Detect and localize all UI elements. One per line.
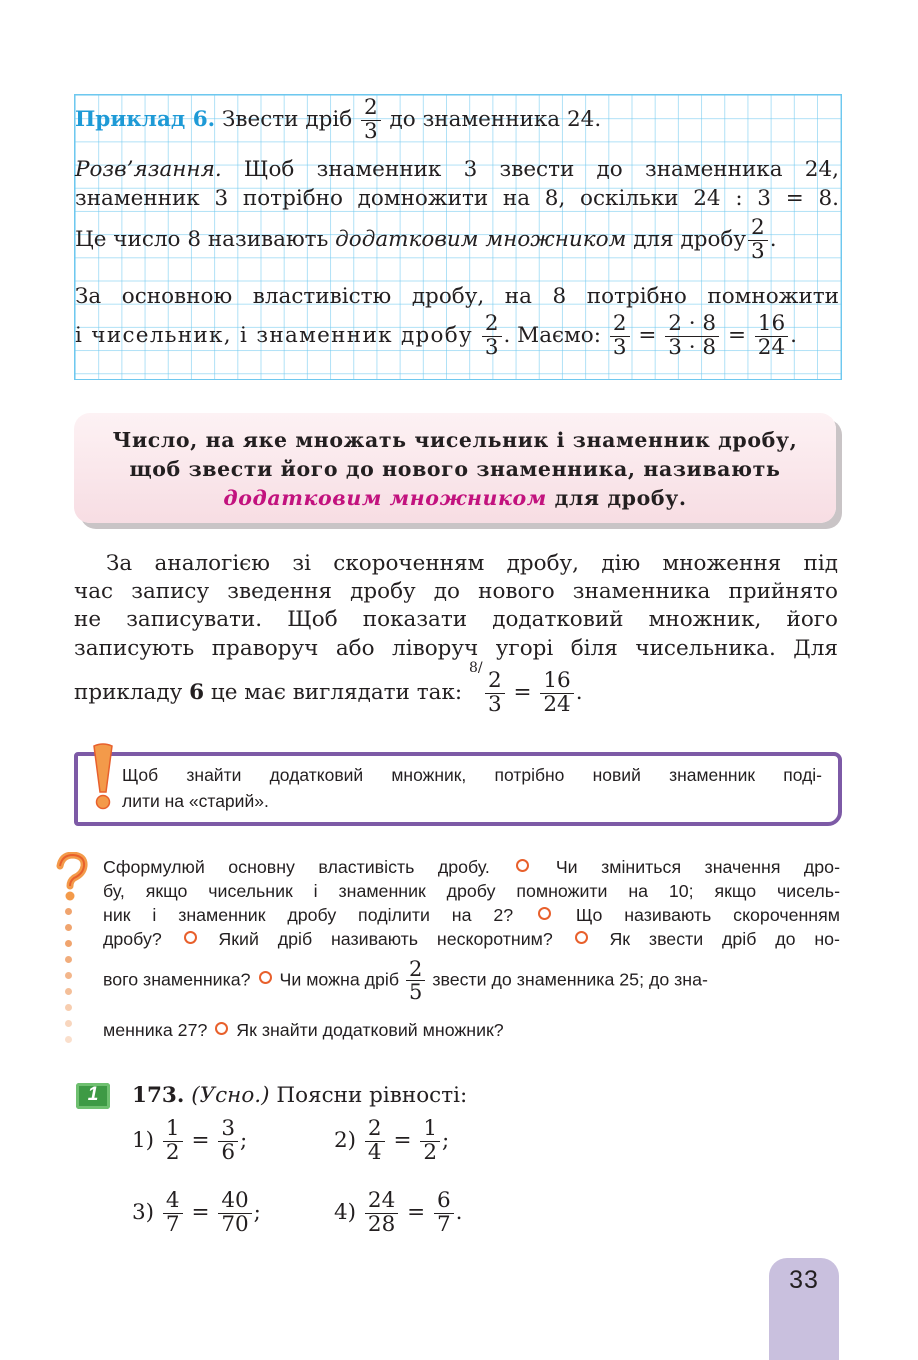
equals-sign: =: [513, 680, 532, 706]
task-fraction: [361, 97, 381, 143]
fraction-numerator: 16: [755, 313, 788, 337]
note-line-1: Щоб знайти додатковий множник, потрібно новий знаменник поді-: [122, 765, 822, 785]
equals-sign: =: [191, 1128, 210, 1154]
solution-text: для дробу: [633, 227, 747, 253]
fraction-denominator: 4: [367, 1139, 382, 1165]
fraction-numerator: 6: [434, 1190, 454, 1214]
fraction-numerator: 40: [218, 1190, 251, 1214]
fraction-denominator: 70: [221, 1211, 249, 1237]
equals-sign: =: [727, 323, 746, 349]
fraction-denominator: 2: [165, 1139, 180, 1165]
solution-text: і чисельник, і знаменник дробу: [75, 323, 473, 349]
exercise-item-3: [132, 1190, 261, 1236]
fraction-b: [420, 1118, 440, 1164]
item-label: 4): [334, 1200, 357, 1226]
fraction-numerator: 16: [540, 670, 573, 694]
fraction-numerator: 2: [482, 313, 502, 337]
rule-box: [74, 413, 836, 523]
fraction-numerator: 24: [365, 1190, 398, 1214]
fraction-denominator: 3: [364, 118, 378, 144]
question-text: Який дріб називають нескоротним?: [218, 929, 553, 949]
question-text: Як знайти додатковий множник?: [236, 1020, 504, 1040]
rule-line-end: для дробу.: [554, 486, 687, 510]
exercise-number: 173.: [132, 1083, 185, 1108]
punctuation: .: [455, 1200, 463, 1226]
equation-fraction-3: [755, 313, 788, 359]
question-text: звести до знаменника 25; до зна-: [432, 969, 708, 990]
fraction-denominator: 7: [436, 1211, 451, 1237]
question-text: менника 27?: [103, 1020, 208, 1040]
question-line-1: [103, 857, 840, 878]
fraction-denominator: 3: [484, 334, 499, 360]
fraction-b: [434, 1190, 454, 1236]
question-text: Сформулюй основну властивість дробу.: [103, 857, 490, 877]
solution-line-5: [75, 313, 797, 359]
question-text: Що називають скороченням: [575, 905, 840, 925]
fraction-denominator: 24: [757, 334, 786, 360]
punctuation: ;: [253, 1200, 261, 1226]
fraction-numerator: 2: [361, 97, 381, 121]
exercise-mode: (Усно.): [191, 1083, 270, 1108]
solution-text: Це число 8 називають: [75, 227, 329, 253]
punctuation: .: [790, 323, 797, 349]
inline-fraction: [748, 217, 768, 263]
exclamation-icon: [86, 742, 120, 816]
decor-dot: [65, 940, 72, 947]
fraction-denominator: 6: [221, 1139, 235, 1165]
question-line-5: [103, 958, 840, 1003]
page-number: 33: [789, 1266, 819, 1294]
rule-term: додатковим множником: [223, 486, 547, 510]
bullet-icon: [184, 931, 197, 944]
level-badge: [76, 1083, 110, 1109]
bullet-icon: [538, 907, 551, 920]
solution-text: . Маємо:: [503, 323, 601, 349]
item-label: 1): [132, 1128, 155, 1154]
decor-dot: [65, 924, 72, 931]
question-fraction: [406, 958, 425, 1003]
equals-sign: =: [393, 1128, 412, 1154]
question-text: дробу?: [103, 929, 162, 949]
term-italic: додатковим множником: [335, 227, 627, 253]
note-text: [122, 762, 822, 814]
question-text: Чи зміниться значення дро-: [555, 857, 840, 877]
rule-line-2: щоб звести його до нового знаменника, називають: [129, 457, 781, 481]
fraction-numerator: 1: [163, 1118, 183, 1142]
example-title: Приклад 6.: [75, 107, 216, 133]
fraction-numerator: 2: [610, 313, 630, 337]
exercise-item-2: [334, 1118, 449, 1164]
question-line-3: [103, 905, 840, 926]
fraction-denominator: 5: [409, 980, 423, 1005]
equals-sign: =: [191, 1200, 210, 1226]
item-label: 3): [132, 1200, 155, 1226]
solution-line-2: знаменник 3 потрібно домножити на 8, оскільки 24 : 3 = 8.: [75, 186, 839, 211]
bullet-icon: [516, 859, 529, 872]
fraction-numerator: 2: [748, 217, 768, 241]
question-text: Як звести дріб до но-: [609, 929, 840, 949]
fraction-a: [365, 1190, 398, 1236]
inline-fraction: [482, 313, 502, 359]
punctuation: .: [575, 680, 583, 706]
paragraph-line-3: не записувати. Щоб показати додатковий множник, його: [74, 607, 838, 632]
fraction-numerator: 2: [365, 1118, 385, 1142]
equals-sign: =: [407, 1200, 426, 1226]
item-label: 2): [334, 1128, 357, 1154]
equals-sign: =: [638, 323, 657, 349]
fraction-original: [485, 670, 505, 716]
fraction-result: [540, 670, 573, 716]
bullet-icon: [215, 1022, 228, 1035]
note-line-2: лити на «старий».: [122, 791, 269, 811]
exercise-header: [132, 1083, 467, 1108]
paragraph-line-5: [74, 660, 838, 717]
example-task-line: [75, 97, 601, 143]
fraction-a: [365, 1118, 385, 1164]
question-icon: [52, 852, 92, 902]
decor-dot: [65, 1036, 72, 1043]
fraction-numerator: 2: [406, 958, 425, 981]
equation-fraction-1: [610, 313, 630, 359]
question-text: вого знаменника?: [103, 969, 251, 990]
fraction-denominator: 2: [423, 1139, 437, 1165]
note-box: [74, 752, 842, 826]
fraction-denominator: 3 · 8: [668, 334, 717, 360]
punctuation: .: [769, 227, 777, 253]
decor-dot: [65, 1020, 72, 1027]
rule-line-1: Число, на яке множать чисельник і знаменник дробу,: [112, 428, 798, 452]
decor-dot: [65, 972, 72, 979]
question-line-4: [103, 929, 840, 950]
fraction-numerator: 3: [218, 1118, 238, 1142]
bullet-icon: [259, 971, 272, 984]
exercise-prompt: Поясни рівності:: [276, 1083, 468, 1108]
fraction-denominator: 7: [165, 1211, 180, 1237]
example-box: [74, 94, 842, 380]
paragraph-line-2: час запису зведення дробу до нового знаменника прийнято: [74, 579, 838, 604]
bullet-icon: [575, 931, 588, 944]
fraction-b: [218, 1190, 251, 1236]
example-task-text: Звести дріб: [222, 107, 353, 133]
fraction-numerator: 2: [485, 670, 505, 694]
solution-line-4: За основною властивістю дробу, на 8 потрібно помножити: [75, 284, 839, 309]
extra-multiplier: 8/: [468, 660, 483, 676]
exercise-item-4: [334, 1190, 463, 1236]
solution-line-1: [75, 157, 839, 182]
question-text: Чи можна дріб: [279, 969, 400, 990]
level-number: 1: [87, 1084, 99, 1105]
fraction-denominator: 28: [367, 1211, 396, 1237]
page-number-tab: [769, 1258, 839, 1360]
example-task-end: до знаменника 24.: [389, 107, 602, 133]
decor-dot: [65, 908, 72, 915]
equation-fraction-2: [665, 313, 719, 359]
fraction-denominator: 3: [487, 691, 502, 717]
paragraph-line-1: За аналогією зі скороченням дробу, дію множення під: [106, 551, 838, 576]
decor-dot: [65, 1004, 72, 1011]
fraction-denominator: 3: [612, 334, 627, 360]
multiplier-example: [468, 660, 583, 717]
fraction-numerator: 1: [420, 1118, 440, 1142]
question-line-2: бу, якщо чисельник і знаменник дробу помножити на 10; якщо чисель-: [103, 881, 840, 901]
decor-dot: [65, 988, 72, 995]
fraction-a: [163, 1190, 183, 1236]
fraction-denominator: 24: [543, 691, 571, 717]
rule-line-3: [74, 486, 836, 510]
decor-dot: [65, 956, 72, 963]
paragraph-text: прикладу: [74, 680, 183, 706]
punctuation: ;: [240, 1128, 248, 1154]
solution-line-3: [75, 217, 777, 263]
solution-text: Щоб знаменник 3 звести до знаменника 24,: [243, 157, 839, 182]
question-line-6: [103, 1020, 840, 1041]
fraction-b: [218, 1118, 238, 1164]
fraction-numerator: 2 · 8: [665, 313, 719, 337]
paragraph-text: це має виглядати так:: [210, 680, 463, 706]
question-text: ник і знаменник дробу поділити на 2?: [103, 905, 514, 925]
solution-label: Розв’язання.: [75, 157, 222, 182]
fraction-denominator: 3: [751, 238, 765, 264]
fraction-a: [163, 1118, 183, 1164]
fraction-numerator: 4: [163, 1190, 183, 1214]
punctuation: ;: [442, 1128, 450, 1154]
paragraph-line-4: записують праворуч або ліворуч угорі біля чисельника. Для: [74, 636, 838, 661]
exercise-item-1: [132, 1118, 247, 1164]
example-ref: 6: [189, 680, 205, 706]
